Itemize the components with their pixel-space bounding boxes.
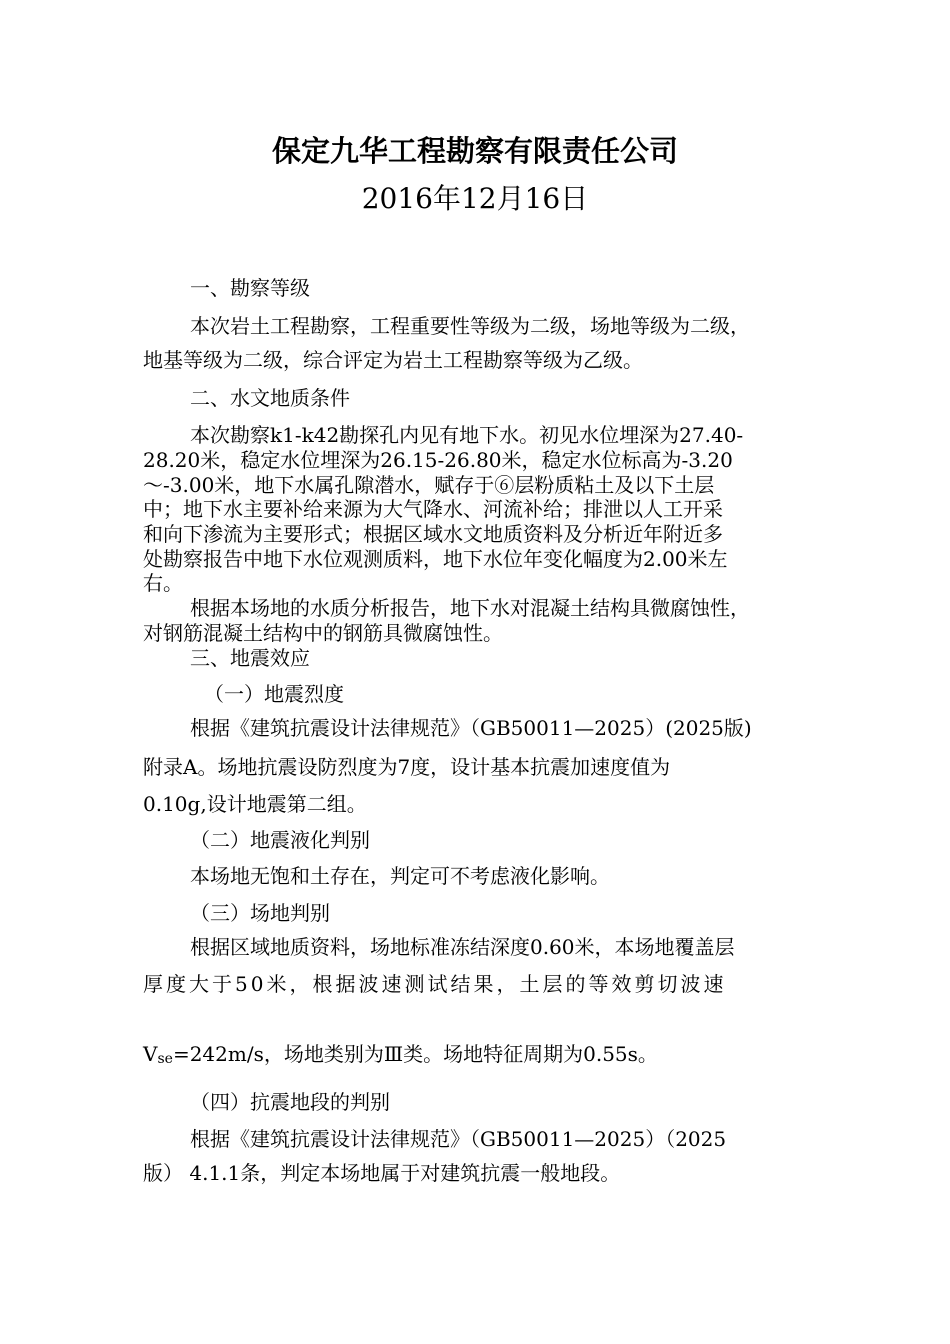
velocity-value-text: =242m/s，场地类别为Ⅲ类。场地特征周期为0.55s。 xyxy=(172,1042,658,1066)
paragraph-line: 根据《建筑抗震设计法律规范》（GB50011—2025）（2025 xyxy=(190,1127,727,1151)
paragraph-line: 根据《建筑抗震设计法律规范》（GB50011—2025）(2025版) xyxy=(190,716,752,740)
paragraph-line: 版） 4.1.1条，判定本场地属于对建筑抗震一般地段。 xyxy=(143,1161,621,1185)
paragraph-line: 0.10g,设计地震第二组。 xyxy=(143,792,367,816)
paragraph-line: 和向下渗流为主要形式；根据区域水文地质资料及分析近年附近多 xyxy=(143,522,723,546)
paragraph-line: 地基等级为二级，综合评定为岩土工程勘察等级为乙级。 xyxy=(143,348,643,372)
section-heading-survey-grade: 一、勘察等级 xyxy=(190,276,310,300)
subsection-heading: （一）地震烈度 xyxy=(204,682,344,706)
section-heading-seismic-effect: 三、地震效应 xyxy=(190,646,310,670)
paragraph-line: 右。 xyxy=(143,571,183,595)
paragraph-line: ～-3.00米，地下水属孔隙潜水，赋存于⑥层粉质粘土及以下土层 xyxy=(143,473,715,497)
paragraph-line: 28.20米，稳定水位埋深为26.15-26.80米，稳定水位标高为-3.20 xyxy=(143,448,733,472)
report-date: 2016年12月16日 xyxy=(361,182,589,215)
section-heading-hydrogeology: 二、水文地质条件 xyxy=(190,386,350,410)
subsection-heading: （四）抗震地段的判别 xyxy=(190,1090,390,1114)
paragraph-line: 本次勘察k1-k42勘探孔内见有地下水。初见水位埋深为27.40- xyxy=(190,423,744,447)
company-title: 保定九华工程勘察有限责任公司 xyxy=(271,134,678,168)
velocity-subscript: se xyxy=(157,1051,173,1067)
paragraph-line: 本场地无饱和土存在，判定可不考虑液化影响。 xyxy=(190,864,610,888)
velocity-symbol: V xyxy=(143,1042,158,1066)
paragraph-line: 本次岩土工程勘察，工程重要性等级为二级，场地等级为二级， xyxy=(190,314,750,338)
paragraph-line: 厚度大于50米，根据波速测试结果，土层的等效剪切波速 xyxy=(143,972,727,996)
paragraph-line: 中；地下水主要补给来源为大气降水、河流补给；排泄以人工开采 xyxy=(143,497,723,521)
subsection-heading: （二）地震液化判别 xyxy=(190,828,370,852)
paragraph-line: 对钢筋混凝土结构中的钢筋具微腐蚀性。 xyxy=(143,621,503,645)
paragraph-line: 根据区域地质资料，场地标准冻结深度0.60米，本场地覆盖层 xyxy=(190,935,735,959)
subsection-heading: （三）场地判别 xyxy=(190,901,330,925)
paragraph-line: 附录A。场地抗震设防烈度为7度，设计基本抗震加速度值为 xyxy=(143,755,671,779)
paragraph-line: 根据本场地的水质分析报告，地下水对混凝土结构具微腐蚀性， xyxy=(190,596,750,620)
paragraph-line-shear-wave xyxy=(143,1042,658,1071)
paragraph-line: 处勘察报告中地下水位观测质料，地下水位年变化幅度为2.00米左 xyxy=(143,547,728,571)
